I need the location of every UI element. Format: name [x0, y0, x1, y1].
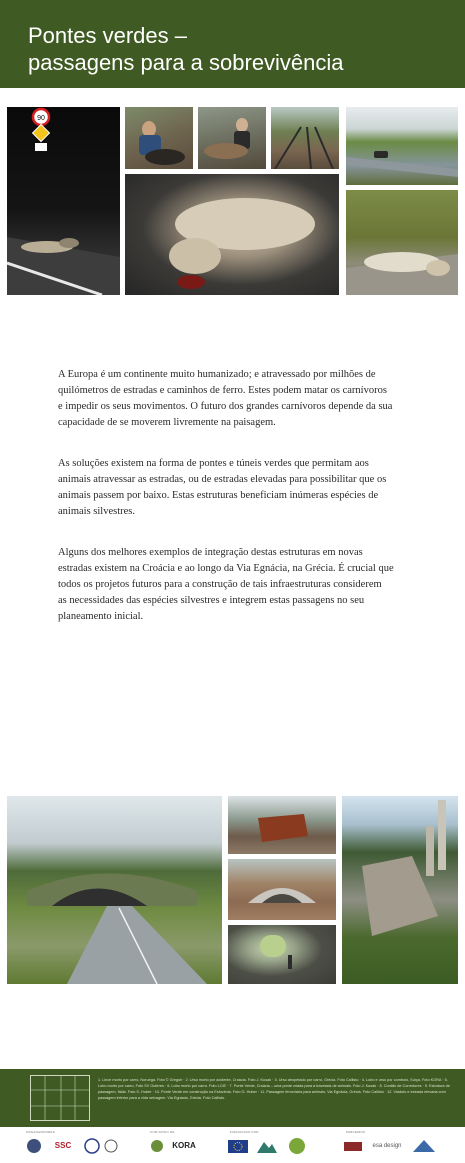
paragraph-line: As soluções existem na forma de pontes e túneis verdes que permitam aos	[58, 458, 369, 469]
paragraph-line: quilómetros de estradas e caminhos de ferro. Estes podem matar os carnívoros	[58, 385, 387, 396]
photo-lynx-road-night	[7, 107, 120, 295]
paragraph-line: as necessidades das espécies silvestres e integrem estas passagens no seu	[58, 595, 365, 606]
paragraph-line: Alguns dos melhores exemplos de integração destas estruturas em novas	[58, 547, 363, 558]
photo-green-bridge-overpass	[7, 796, 222, 984]
paragraph-solutions	[58, 456, 418, 520]
lynx-emblem-logo	[150, 1137, 164, 1155]
paragraph-line: animais passem por baixo. Estas estruturas beneficiam inúmeras espécies de	[58, 490, 379, 501]
photo-person-with-animal-2	[198, 107, 266, 169]
paragraph-line: planeamento inicial.	[58, 611, 144, 622]
iucn-logo	[84, 1137, 100, 1155]
paragraph-line: todos os projetos futuros para a construção de tais infraestruturas considerem	[58, 579, 382, 590]
photo-credits-text: 1. Lince morto por carro, Noruega. Foto © Gregoir · 2. Urso morto por acidente, Croácia. Foto J. Kusak · 3. Urso atropelado por carro, Grécia. Foto Callisto · 4. Lobo e urso por comboio, Suíça. Foto KORA · 5. Lobo morto por carro, Foto SV Gutirres · 6. Lobo morto por carro. Foto LCIE · 7. Ponte Verde, Croácia – uma ponte criada para a travessia de animais. Foto J. Kusak · 8. Cordão de Corredores · 9. Estrutura de passagem, Itália. Foto S. Huber · 10. Ponte Verde em construção na Eslovénia. Foto G. Huber · 11. Passagem ferroviária para animais, Via Egnácia, Grécia. Foto Callisto · 12. Viaduto e estrada elevada com passagem inferior para a vida selvagem. Via Egnácia, Grécia. Foto Callisto.	[98, 1078, 450, 1100]
partner-logos-strip	[0, 1127, 465, 1163]
photo-dead-wolf-grass	[346, 190, 458, 295]
photo-person-with-animal-1	[125, 107, 193, 169]
globe-logo	[288, 1137, 306, 1155]
logo-group-label: PARCEIROS	[346, 1130, 366, 1134]
speed-sign-text: 90	[37, 115, 45, 122]
bar-logo	[342, 1137, 364, 1155]
footer-credits-band	[0, 1069, 465, 1127]
photo-wildlife-underpass	[228, 925, 336, 984]
paragraph-line: e impedir os seus movimentos. O futuro dos grandes carnívoros depende da sua	[58, 401, 393, 412]
photo-viaduct-valley	[342, 796, 458, 984]
page-header	[0, 0, 465, 88]
triangle-logo	[410, 1137, 438, 1155]
wolf-emblem-logo	[104, 1137, 118, 1155]
page-title-line1: Pontes verdes –	[28, 23, 187, 48]
paragraph-line: animais atravessar as estradas, ou de estradas elevadas para possibilitar que os	[58, 474, 387, 485]
logo-group-label: COM APOIO DE	[150, 1130, 175, 1134]
kora-logo: KORA	[172, 1141, 196, 1150]
esa-design-logo: esa design	[372, 1143, 402, 1149]
paragraph-line: A Europa é um continente muito humanizado; e atravessado por milhões de	[58, 369, 376, 380]
paragraph-line: capacidade de se moverem livremente na paisagem.	[58, 417, 276, 428]
photo-dead-wolf-road	[125, 174, 339, 295]
logo-group-label: FINANCIADO POR	[230, 1130, 259, 1134]
ssc-logo: SSC	[54, 1141, 72, 1150]
photo-index-grid	[30, 1075, 90, 1121]
paragraph-line: animais silvestres.	[58, 506, 135, 517]
road-night-illustration	[7, 107, 120, 295]
paragraph-line: estradas existem na Croácia e ao longo da Via Egnácia, na Grécia. É crucial que	[58, 563, 394, 574]
paragraph-examples	[58, 545, 418, 625]
photo-green-bridge-construction	[228, 859, 336, 920]
photo-railway-tracks	[271, 107, 339, 169]
mountain-logo	[256, 1137, 278, 1155]
paragraph-intro	[58, 367, 418, 431]
photo-animal-fence-construction	[228, 796, 336, 854]
photo-highway-forest	[346, 107, 458, 185]
eu-flag-logo	[228, 1137, 248, 1155]
page-title-line2: passagens para a sobrevivência	[28, 50, 344, 75]
logo-group-label: ORGANIZADORES	[26, 1130, 55, 1134]
bear-emblem-logo	[26, 1137, 42, 1155]
